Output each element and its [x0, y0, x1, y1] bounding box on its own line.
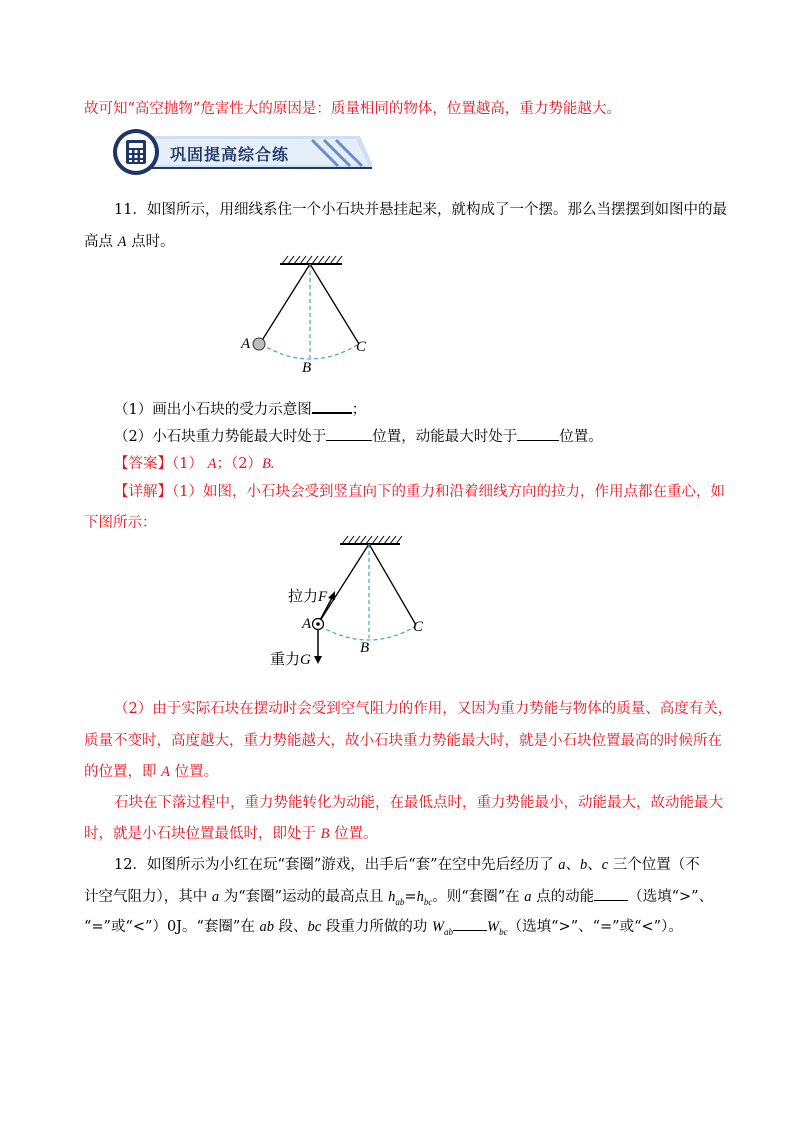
- q11-detail-p3-line2: 时，就是小石块位置最低时，即处于 B 位置。: [84, 826, 378, 842]
- answer-blank-2[interactable]: [326, 425, 372, 441]
- fig2-label-tension: 拉力F: [288, 587, 328, 605]
- q11-answer: 【答案】（1） A；（2）B.: [114, 456, 275, 472]
- ceiling-support-2: [340, 536, 402, 544]
- string-to-c: [310, 264, 359, 344]
- fig2-label-a: A: [302, 616, 312, 632]
- q11-sub1: （1）画出小石块的受力示意图 ；: [114, 397, 754, 420]
- q11-detail-line1: 【详解】（1）如图，小石块会受到竖直向下的重力和沿着细线方向的拉力，作用点都在重心，如: [114, 484, 725, 500]
- calculator-icon: [126, 140, 146, 164]
- fig2-label-gravity: 重力G: [270, 650, 311, 668]
- center-of-gravity-dot: [316, 622, 320, 626]
- q11-detail-p2-line2: 质量不变时，高度越大，重力势能越大，故小石块重力势能最大时，就是小石块位置最高的时候所在: [84, 733, 722, 749]
- ceiling-support: [280, 256, 342, 264]
- string-to-c-2: [369, 544, 416, 625]
- answer-blank-4[interactable]: [594, 885, 628, 901]
- q11-detail-p3-line1: 石块在下落过程中，重力势能转化为动能，在最低点时，重力势能最小，动能最大，故动能最大: [114, 795, 723, 811]
- string-to-a: [261, 264, 310, 342]
- q11-stem-line2: 高点 A 点时。: [84, 234, 175, 250]
- q12-stem-line1: 12．如图所示为小红在玩“套圈”游戏，出手后“套”在空中先后经历了 a、b、c 三个位置（不: [114, 857, 700, 873]
- string-to-a-2: [318, 544, 369, 624]
- answer-blank-3[interactable]: [517, 425, 559, 441]
- q11-detail-p2-line3: 的位置，即 A 位置。: [84, 764, 219, 780]
- section-banner: [112, 128, 372, 176]
- banner-title: 巩固提高综合练: [170, 145, 290, 164]
- intro-conclusion: 故可知“高空抛物”危害性大的原因是：质量相同的物体，位置越高，重力势能越大。: [84, 101, 621, 117]
- fig2-label-c: C: [413, 619, 424, 635]
- fig1-label-b: B: [302, 360, 312, 376]
- q11-detail-p2-line1: （2）由于实际石块在摆动时会受到空气阻力的作用，又因为重力势能与物体的质量、高度有关，: [114, 701, 733, 717]
- answer-blank-1[interactable]: [312, 397, 352, 414]
- stone-ball: [253, 338, 265, 350]
- q12-stem-line3: “=”或“<”）0J。“套圈”在 ab 段、bc 段重力所做的功 $W_{ab}$ $W_{bc}$（选填“>”、“=”或“<”）。: [84, 915, 724, 942]
- q11-detail-line2: 下图所示：: [84, 515, 157, 531]
- q11-stem-line1: 11．如图所示，用细线系住一个小石块并悬挂起来，就构成了一个摆。那么当摆摆到如图中的最: [114, 202, 727, 218]
- fig1-label-c: C: [356, 339, 367, 355]
- answer-blank-5[interactable]: [453, 915, 487, 931]
- q11-sub2: （2）小石块重力势能最大时处于 位置，动能最大时处于 位置。: [114, 425, 754, 447]
- fig1-label-a: A: [241, 336, 251, 352]
- fig2-label-b: B: [360, 640, 370, 656]
- q12-stem-line2: 计空气阻力），其中 a 为“套圈”运动的最高点且 $h_{ab}=h_{bc}$。则“套圈”在 a 点的动能 （选填“>”、: [84, 885, 724, 912]
- swing-arc-2: [320, 626, 416, 640]
